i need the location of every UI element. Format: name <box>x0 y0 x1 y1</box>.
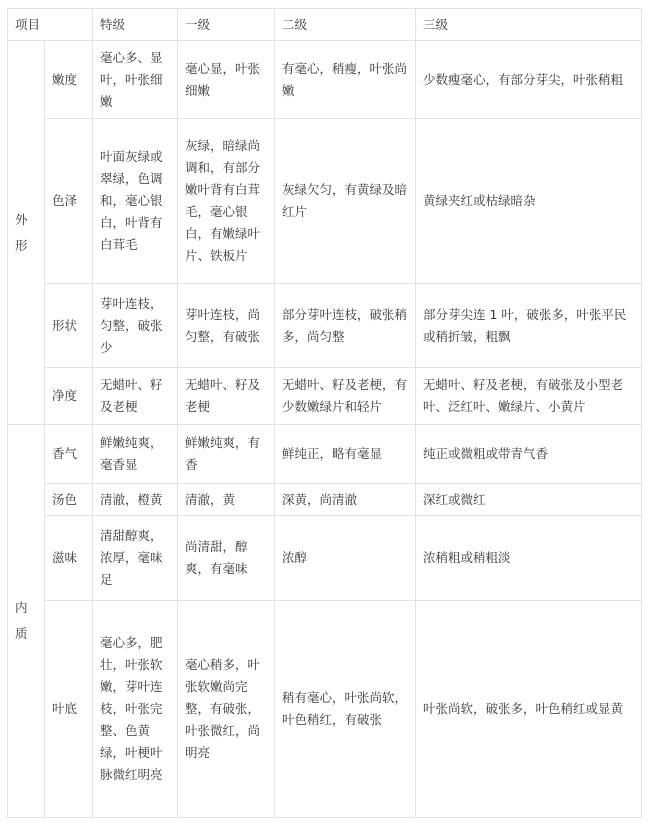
table-row <box>8 41 642 119</box>
cell-grade-2: 浓醇 <box>275 516 416 601</box>
table-row <box>8 601 642 818</box>
table-row <box>8 516 642 601</box>
cell-grade-1: 毫心稍多，叶张软嫩尚完整，有破张，叶张微红，尚明亮 <box>178 601 275 818</box>
cell-grade-2: 无蜡叶、籽及老梗，有少数嫩绿片和轻片 <box>275 368 416 425</box>
header-item: 项目 <box>8 9 93 41</box>
table-row <box>8 368 642 425</box>
cell-grade-3: 叶张尚软，破张多，叶色稍红或显黄 <box>416 601 642 818</box>
cell-special: 毫心多、显叶，叶张细嫩 <box>93 41 178 119</box>
factor-label: 色泽 <box>45 119 93 284</box>
cell-special: 无蜡叶、籽及老梗 <box>93 368 178 425</box>
header-grade-1: 一级 <box>178 9 275 41</box>
cell-grade-3: 少数瘦毫心，有部分芽尖，叶张稍粗 <box>416 41 642 119</box>
cell-special: 清澈，橙黄 <box>93 484 178 516</box>
cell-special: 叶面灰绿或翠绿，色调和，毫心银白，叶背有白茸毛 <box>93 119 178 284</box>
factor-label: 汤色 <box>45 484 93 516</box>
table-row <box>8 425 642 484</box>
cell-grade-3: 部分芽尖连 1 叶，破张多，叶张平民或稍折皱，粗飘 <box>416 284 642 368</box>
cell-grade-2: 鲜纯正，略有毫显 <box>275 425 416 484</box>
factor-label: 形状 <box>45 284 93 368</box>
cell-grade-1: 灰绿，暗绿尚调和，有部分嫩叶背有白茸毛，毫心银白，有嫩绿叶片、铁板片 <box>178 119 275 284</box>
header-grade-special: 特级 <box>93 9 178 41</box>
tea-grade-table <box>7 8 642 818</box>
cell-grade-2: 部分芽叶连枝，破张稍多，尚匀整 <box>275 284 416 368</box>
cell-grade-1: 毫心显，叶张细嫩 <box>178 41 275 119</box>
table-row <box>8 484 642 516</box>
header-grade-2: 二级 <box>275 9 416 41</box>
cell-grade-3: 黄绿夹红或枯绿暗杂 <box>416 119 642 284</box>
cell-grade-1: 清澈，黄 <box>178 484 275 516</box>
cell-grade-1: 无蜡叶、籽及老梗 <box>178 368 275 425</box>
table-row <box>8 284 642 368</box>
factor-label: 嫩度 <box>45 41 93 119</box>
cell-grade-1: 芽叶连枝，尚匀整，有破张 <box>178 284 275 368</box>
factor-label: 净度 <box>45 368 93 425</box>
cell-grade-2: 深黄，尚清澈 <box>275 484 416 516</box>
cell-special: 鲜嫩纯爽，毫香显 <box>93 425 178 484</box>
header-row <box>8 9 642 41</box>
cell-grade-1: 鲜嫩纯爽，有香 <box>178 425 275 484</box>
cell-grade-2: 灰绿欠匀，有黄绿及暗红片 <box>275 119 416 284</box>
cell-grade-2: 有毫心，稍瘦，叶张尚嫩 <box>275 41 416 119</box>
group-label-internal-quality: 内质 <box>8 425 45 818</box>
table-row <box>8 119 642 284</box>
cell-grade-2: 稍有毫心，叶张尚软，叶色稍红，有破张 <box>275 601 416 818</box>
cell-grade-3: 纯正或微粗或带青气香 <box>416 425 642 484</box>
group-label-appearance: 外形 <box>8 41 45 425</box>
factor-label: 香气 <box>45 425 93 484</box>
factor-label: 叶底 <box>45 601 93 818</box>
cell-grade-3: 浓稍粗或稍粗淡 <box>416 516 642 601</box>
cell-grade-1: 尚清甜，醇爽，有毫味 <box>178 516 275 601</box>
cell-special: 清甜醇爽，浓厚，毫味足 <box>93 516 178 601</box>
cell-special: 毫心多，肥壮，叶张软嫩，芽叶连枝，叶张完整、色黄绿，叶梗叶脉微红明亮 <box>93 601 178 818</box>
header-grade-3: 三级 <box>416 9 642 41</box>
cell-grade-3: 无蜡叶、籽及老梗，有破张及小型老叶、泛红叶、嫩绿片、小黄片 <box>416 368 642 425</box>
cell-grade-3: 深红或微红 <box>416 484 642 516</box>
factor-label: 滋味 <box>45 516 93 601</box>
cell-special: 芽叶连枝，匀整，破张少 <box>93 284 178 368</box>
